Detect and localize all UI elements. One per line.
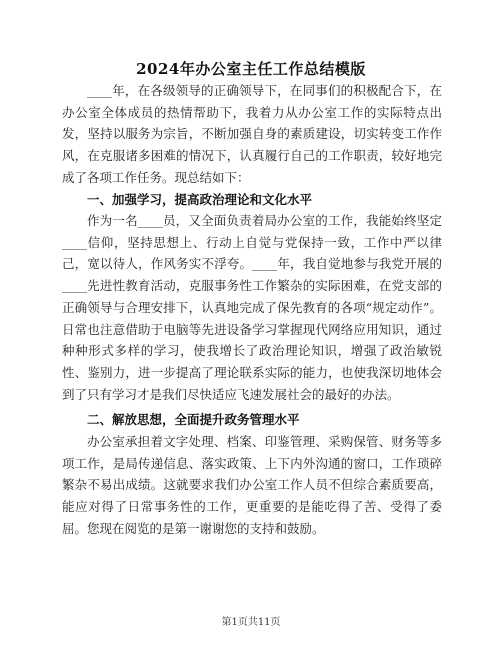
intro-paragraph: ____年，在各级领导的正确领导下，在同事们的积极配合下，在办公室全体成员的热情帮助下，我着力从办公室工作的实际特点出发，坚持以服务为宗旨，不断加强自身的素质建设，切实转变工作作风，在克服诸多困难的情况下，认真履行自己的工作职责，较好地完成了各项工作任务。现总结如下： (62, 83, 442, 185)
section-1-paragraph: 作为一名____员，又全面负责着局办公室的工作，我能始终坚定____信仰，坚持思想上、行动上自觉与党保持一致，工作中严以律己，宽以待人，作风务实不浮夸。____年，我自觉地参与我党开展的____先进性教育活动，克服事务性工作繁杂的实际困难，在党支部的正确领导与合理安排下，认真地完成了保先教育的各项“规定动作”。日常也注意借助于电脑等先进设备学习掌握现代网络应用知识，通过种种形式多样的学习，使我增长了政治理论知识，增强了政治敏锐性、鉴别力，进一步提高了理论联系实际的能力，也使我深切地体会到了只有学习才是我们尽快适应飞速发展社会的最好的办法。 (62, 213, 442, 402)
section-heading-2: 二、解放思想，全面提升政务管理水平 (87, 412, 300, 427)
page-footer: 第1页共11页 (221, 617, 281, 628)
document-title: 2024年办公室主任工作总结模版 (136, 60, 366, 78)
section-heading-1: 一、加强学习，提高政治理论和文化水平 (87, 192, 313, 207)
section-2-paragraph: 办公室承担着文字处理、档案、印鉴管理、采购保管、财务等多项工作，是局传递信息、落实政策、上下内外沟通的窗口，工作琐碎繁杂不易出成绩。这就要求我们办公室工作人员不但综合素质要高，能应对得了日常事务性的工作，更重要的是能吃得了苦、受得了委屈。您现在阅览的是第一谢谢您的支持和鼓励。 (62, 434, 442, 536)
